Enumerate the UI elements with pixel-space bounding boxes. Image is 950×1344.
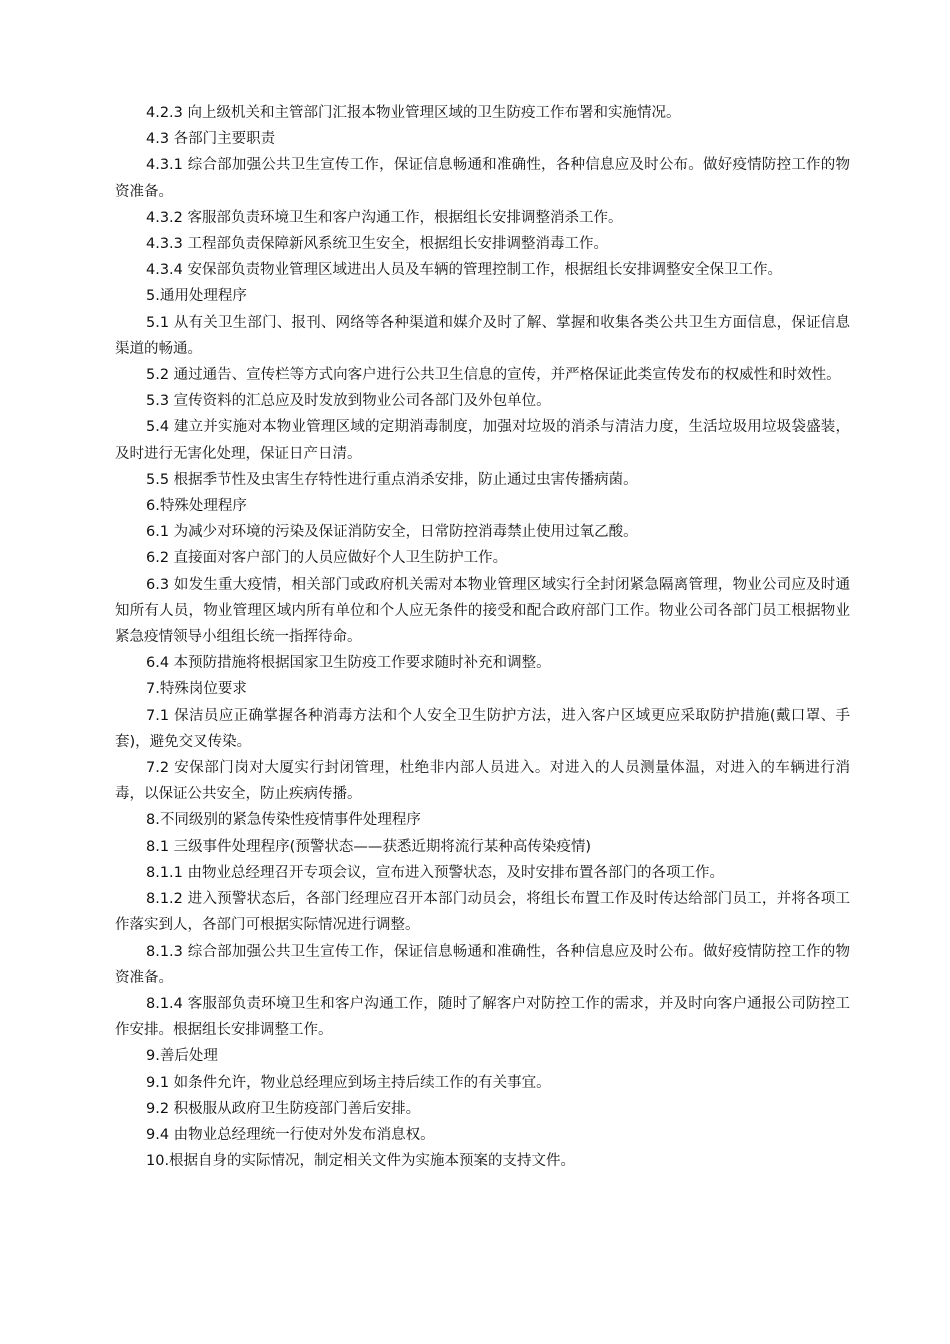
paragraph: 9.4 由物业总经理统一行使对外发布消息权。 xyxy=(146,1126,435,1143)
section-heading: 4.3 各部门主要职责 xyxy=(146,131,276,148)
paragraph: 8.1.1 由物业总经理召开专项会议，宣布进入预警状态，及时安排布置各部门的各项工作。 xyxy=(146,864,724,881)
paragraph: 7.1 保洁员应正确掌握各种消毒方法和个人安全卫生防护方法，进入客户区域更应采取防护措施(戴口罩、手套)，避免交叉传染。 xyxy=(115,707,850,750)
paragraph: 8.1.3 综合部加强公共卫生宣传工作，保证信息畅通和准确性，各种信息应及时公布。做好疫情防控工作的物资准备。 xyxy=(115,943,850,986)
paragraph: 6.2 直接面对客户部门的人员应做好个人卫生防护工作。 xyxy=(146,550,508,567)
paragraph: 6.4 本预防措施将根据国家卫生防疫工作要求随时补充和调整。 xyxy=(146,655,551,672)
paragraph: 4.3.2 客服部负责环境卫生和客户沟通工作，根据组长安排调整消杀工作。 xyxy=(146,209,623,226)
paragraph: 4.2.3 向上级机关和主管部门汇报本物业管理区域的卫生防疫工作布署和实施情况。 xyxy=(146,105,681,121)
paragraph: 5.3 宣传资料的汇总应及时发放到物业公司各部门及外包单位。 xyxy=(146,393,551,410)
paragraph: 8.1.4 客服部负责环境卫生和客户沟通工作，随时了解客户对防控工作的需求，并及时向客户通报公司防控工作安排。根据组长安排调整工作。 xyxy=(115,995,850,1039)
paragraph: 5.5 根据季节性及虫害生存特性进行重点消杀安排，防止通过虫害传播病菌。 xyxy=(146,471,638,488)
paragraph: 6.1 为减少对环境的污染及保证消防安全，日常防控消毒禁止使用过氧乙酸。 xyxy=(146,524,638,541)
paragraph: 10.根据自身的实际情况，制定相关文件为实施本预案的支持文件。 xyxy=(146,1153,576,1170)
paragraph: 5.4 建立并实施对本物业管理区域的定期消毒制度，加强对垃圾的消杀与清洁力度，生活垃圾用垃圾袋盛装，及时进行无害化处理，保证日产日清。 xyxy=(115,419,850,462)
paragraph: 8.1.2 进入预警状态后，各部门经理应召开本部门动员会，将组长布置工作及时传达给部门员工，并将各项工作落实到人，各部门可根据实际情况进行调整。 xyxy=(115,891,850,934)
paragraph: 4.3.3 工程部负责保障新风系统卫生安全，根据组长安排调整消毒工作。 xyxy=(146,236,609,253)
paragraph: 4.3.1 综合部加强公共卫生宣传工作，保证信息畅通和准确性，各种信息应及时公布。做好疫情防控工作的物资准备。 xyxy=(115,157,850,200)
section-heading: 9.善后处理 xyxy=(146,1048,218,1065)
paragraph: 9.2 积极服从政府卫生防疫部门善后安排。 xyxy=(146,1100,421,1117)
document-body xyxy=(115,100,850,1174)
section-heading: 5.通用处理程序 xyxy=(146,288,247,305)
paragraph: 5.2 通过通告、宣传栏等方式向客户进行公共卫生信息的宣传，并严格保证此类宣传发布的权威性和时效性。 xyxy=(146,367,841,384)
section-heading: 6.特殊处理程序 xyxy=(146,498,247,515)
section-heading: 7.特殊岗位要求 xyxy=(146,681,247,698)
paragraph: 6.3 如发生重大疫情，相关部门或政府机关需对本物业管理区域实行全封闭紧急隔离管理，物业公司应及时通知所有人员，物业管理区域内所有单位和个人应无条件的接受和配合政府部门工作。物业公司各部门员工根据物业紧急疫情领导小组组长统一指挥待命。 xyxy=(115,576,850,646)
paragraph: 7.2 安保部门岗对大厦实行封闭管理，杜绝非内部人员进入。对进入的人员测量体温，对进入的车辆进行消毒，以保证公共安全，防止疾病传播。 xyxy=(115,760,850,803)
paragraph: 8.1 三级事件处理程序(预警状态——获悉近期将流行某种高传染疫情) xyxy=(146,838,591,855)
section-heading: 8.不同级别的紧急传染性疫情事件处理程序 xyxy=(146,812,421,829)
paragraph: 9.1 如条件允许，物业总经理应到场主持后续工作的有关事宜。 xyxy=(146,1074,551,1091)
paragraph: 4.3.4 安保部负责物业管理区域进出人员及车辆的管理控制工作，根据组长安排调整安全保卫工作。 xyxy=(146,262,782,279)
paragraph: 5.1 从有关卫生部门、报刊、网络等各种渠道和媒介及时了解、掌握和收集各类公共卫生方面信息，保证信息渠道的畅通。 xyxy=(115,314,850,357)
